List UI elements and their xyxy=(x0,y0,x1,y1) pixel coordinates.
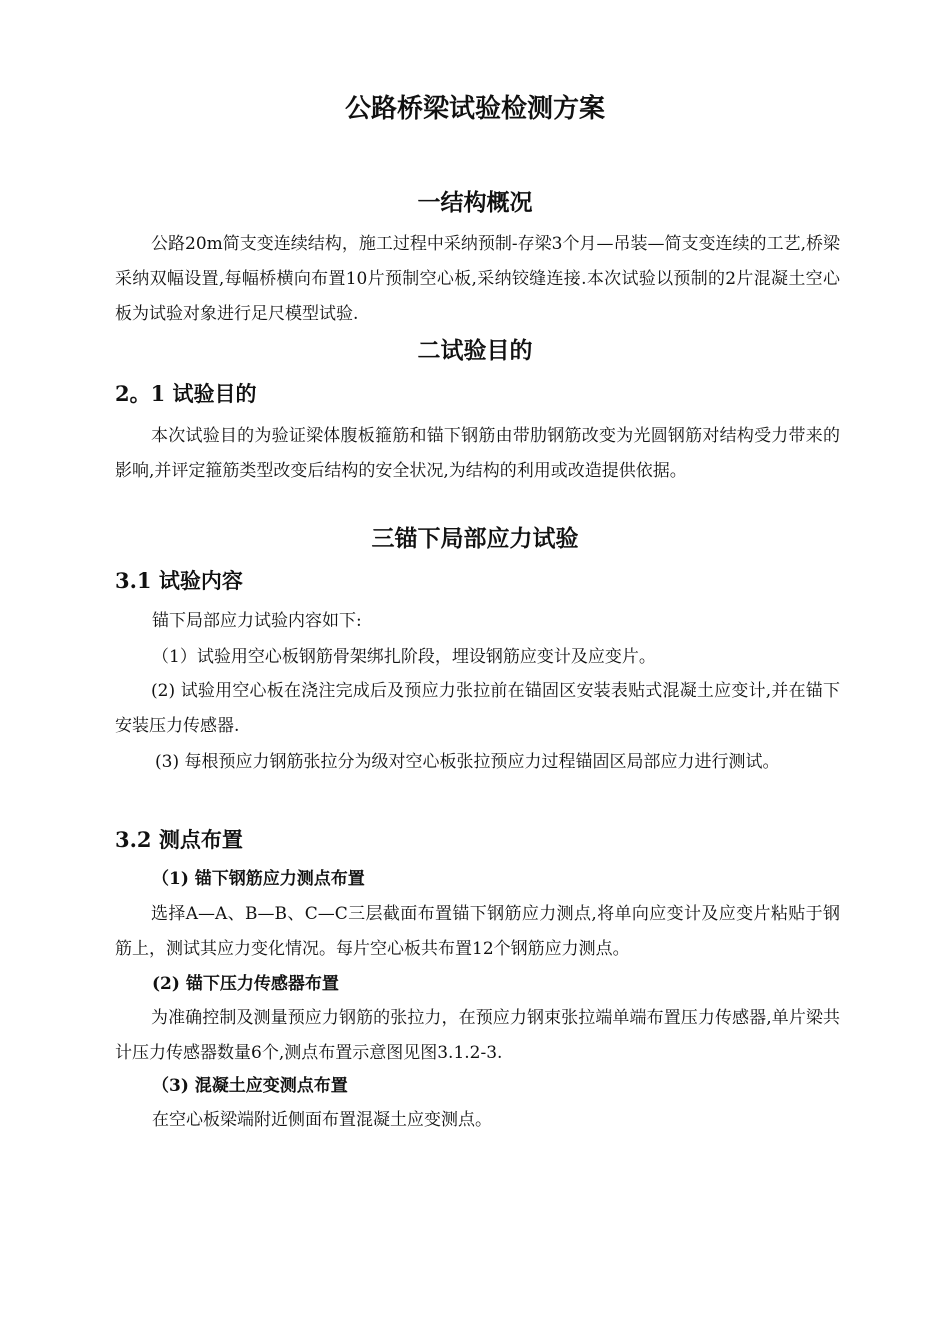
subheading-measurement-points: 3.2 测点布置 xyxy=(115,827,243,852)
test-content-intro: 锚下局部应力试验内容如下: xyxy=(152,611,362,631)
section-heading-test-purpose: 二试验目的 xyxy=(417,337,533,364)
subheading-test-purpose: 2。1 试验目的 xyxy=(115,381,257,406)
part-heading-pressure-sensor: (2) 锚下压力传感器布置 xyxy=(152,974,339,994)
pressure-sensor-paragraph: 为准确控制及测量预应力钢筋的张拉力，在预应力钢束张拉端单端布置压力传感器,单片梁共计压力传感器数量6个,测点布置示意图见图3.1.2-3. xyxy=(115,1008,840,1063)
concrete-strain-paragraph: 在空心板梁端附近侧面布置混凝土应变测点。 xyxy=(152,1110,492,1130)
part-heading-anchor-rebar-stress: （1) 锚下钢筋应力测点布置 xyxy=(152,869,365,889)
test-content-item-3: (3) 每根预应力钢筋张拉分为级对空心板张拉预应力过程锚固区局部应力进行测试。 xyxy=(155,752,780,772)
structure-overview-paragraph: 公路20m简支变连续结构，施工过程中采纳预制-存梁3个月—吊装—简支变连续的工艺,桥梁采纳双幅设置,每幅桥横向布置10片预制空心板,采纳铰缝连接.本次试验以预制的2片混凝土空心板为试验对象进行足尺模型试验. xyxy=(115,234,840,324)
test-content-item-2: (2) 试验用空心板在浇注完成后及预应力张拉前在锚固区安装表贴式混凝土应变计,并在锚下安装压力传感器. xyxy=(115,681,840,736)
section-heading-structure-overview: 一结构概况 xyxy=(417,189,533,216)
test-purpose-paragraph: 本次试验目的为验证梁体腹板箍筋和锚下钢筋由带肋钢筋改变为光圆钢筋对结构受力带来的影响,并评定箍筋类型改变后结构的安全状况,为结构的利用或改造提供依据。 xyxy=(115,426,840,481)
test-content-item-1: （1）试验用空心板钢筋骨架绑扎阶段，埋设钢筋应变计及应变片。 xyxy=(152,647,656,667)
document-title: 公路桥梁试验检测方案 xyxy=(344,94,605,124)
section-heading-anchor-stress-test: 三锚下局部应力试验 xyxy=(371,525,579,552)
part-heading-concrete-strain: （3) 混凝土应变测点布置 xyxy=(152,1076,348,1096)
subheading-test-content: 3.1 试验内容 xyxy=(115,568,243,593)
anchor-rebar-stress-paragraph: 选择A—A、B—B、C—C三层截面布置锚下钢筋应力测点,将单向应变计及应变片粘贴于钢筋上，测试其应力变化情况。每片空心板共布置12个钢筋应力测点。 xyxy=(115,904,840,959)
